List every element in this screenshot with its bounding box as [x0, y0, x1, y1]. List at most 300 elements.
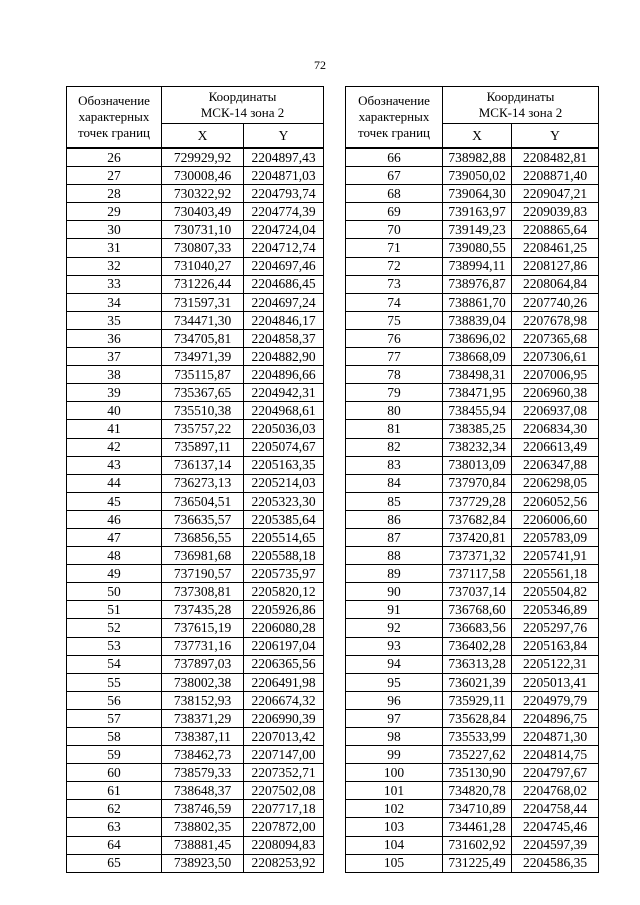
y-coordinate-cell: 2205504,82 — [512, 583, 599, 601]
table-row — [67, 583, 324, 601]
x-coordinate-cell: 738462,73 — [162, 746, 244, 764]
point-number-cell: 68 — [346, 185, 443, 203]
y-coordinate-cell: 2204586,35 — [512, 854, 599, 872]
x-coordinate-cell: 738668,09 — [443, 348, 512, 366]
point-number-cell: 44 — [67, 474, 162, 492]
point-number-cell: 29 — [67, 203, 162, 221]
x-coordinate-cell: 738498,31 — [443, 366, 512, 384]
y-coordinate-cell: 2206080,28 — [244, 619, 324, 637]
table-row — [346, 239, 599, 257]
table-row — [67, 239, 324, 257]
x-coordinate-cell: 734710,89 — [443, 800, 512, 818]
y-coordinate-cell: 2206990,39 — [244, 709, 324, 727]
table-row — [346, 836, 599, 854]
point-number-cell: 93 — [346, 637, 443, 655]
x-coordinate-cell: 736313,28 — [443, 655, 512, 673]
y-coordinate-cell: 2208064,84 — [512, 275, 599, 293]
x-coordinate-cell: 738232,34 — [443, 438, 512, 456]
y-coordinate-cell: 2206674,32 — [244, 691, 324, 709]
x-coordinate-cell: 735130,90 — [443, 764, 512, 782]
point-number-cell: 52 — [67, 619, 162, 637]
table-row — [67, 402, 324, 420]
table-row — [346, 148, 599, 167]
table-row — [346, 619, 599, 637]
table-row — [67, 185, 324, 203]
point-number-cell: 84 — [346, 474, 443, 492]
y-coordinate-cell: 2205297,76 — [512, 619, 599, 637]
y-coordinate-cell: 2206365,56 — [244, 655, 324, 673]
y-coordinate-cell: 2204871,30 — [512, 728, 599, 746]
x-coordinate-cell: 737037,14 — [443, 583, 512, 601]
point-number-cell: 72 — [346, 257, 443, 275]
table-row — [67, 746, 324, 764]
table-row — [67, 673, 324, 691]
point-number-cell: 48 — [67, 547, 162, 565]
table-row — [67, 782, 324, 800]
header-point-label-line: характерных — [78, 109, 150, 124]
point-number-cell: 28 — [67, 185, 162, 203]
coordinates-table-body — [346, 148, 599, 872]
point-number-cell: 55 — [67, 673, 162, 691]
point-number-cell: 83 — [346, 456, 443, 474]
point-number-cell: 40 — [67, 402, 162, 420]
table-row — [67, 474, 324, 492]
y-coordinate-cell: 2207365,68 — [512, 329, 599, 347]
x-coordinate-cell: 737970,84 — [443, 474, 512, 492]
header-point-label-line: точек границ — [77, 125, 151, 140]
table-row — [67, 148, 324, 167]
point-number-cell: 65 — [67, 854, 162, 872]
table-row — [346, 565, 599, 583]
point-number-cell: 74 — [346, 293, 443, 311]
coordinates-table-right — [345, 86, 599, 873]
x-coordinate-cell: 738994,11 — [443, 257, 512, 275]
point-number-cell: 73 — [346, 275, 443, 293]
point-number-cell: 46 — [67, 510, 162, 528]
y-coordinate-cell: 2205820,12 — [244, 583, 324, 601]
point-number-cell: 76 — [346, 329, 443, 347]
y-coordinate-cell: 2206347,88 — [512, 456, 599, 474]
x-coordinate-cell: 738923,50 — [162, 854, 244, 872]
x-coordinate-cell: 731602,92 — [443, 836, 512, 854]
point-number-cell: 30 — [67, 221, 162, 239]
x-coordinate-cell: 734820,78 — [443, 782, 512, 800]
table-row — [67, 528, 324, 546]
point-number-cell: 100 — [346, 764, 443, 782]
y-coordinate-cell: 2205346,89 — [512, 601, 599, 619]
x-coordinate-cell: 738455,94 — [443, 402, 512, 420]
table-row — [67, 728, 324, 746]
point-number-cell: 92 — [346, 619, 443, 637]
table-row — [67, 637, 324, 655]
y-coordinate-cell: 2204774,39 — [244, 203, 324, 221]
x-coordinate-cell: 736981,68 — [162, 547, 244, 565]
header-coordinates-group — [162, 87, 324, 124]
point-number-cell: 33 — [67, 275, 162, 293]
table-row — [346, 583, 599, 601]
y-coordinate-cell: 2205013,41 — [512, 673, 599, 691]
table-row — [346, 510, 599, 528]
table-row — [346, 492, 599, 510]
y-coordinate-cell: 2205074,67 — [244, 438, 324, 456]
y-coordinate-cell: 2207740,26 — [512, 293, 599, 311]
point-number-cell: 95 — [346, 673, 443, 691]
x-coordinate-cell: 730403,49 — [162, 203, 244, 221]
y-coordinate-cell: 2205163,35 — [244, 456, 324, 474]
table-row — [346, 709, 599, 727]
x-coordinate-cell: 738579,33 — [162, 764, 244, 782]
y-coordinate-cell: 2205783,09 — [512, 528, 599, 546]
y-coordinate-cell: 2204686,45 — [244, 275, 324, 293]
x-coordinate-cell: 737308,81 — [162, 583, 244, 601]
point-number-cell: 61 — [67, 782, 162, 800]
point-number-cell: 57 — [67, 709, 162, 727]
x-coordinate-cell: 736137,14 — [162, 456, 244, 474]
table-row — [346, 746, 599, 764]
header-coordinates-line: Координаты — [208, 89, 277, 104]
y-coordinate-cell: 2206491,98 — [244, 673, 324, 691]
y-coordinate-cell: 2205735,97 — [244, 565, 324, 583]
point-number-cell: 71 — [346, 239, 443, 257]
x-coordinate-cell: 735227,62 — [443, 746, 512, 764]
header-coordinates-line: Координаты — [486, 89, 555, 104]
table-row — [67, 800, 324, 818]
point-number-cell: 97 — [346, 709, 443, 727]
header-coordinates-group — [443, 87, 599, 124]
y-coordinate-cell: 2205514,65 — [244, 528, 324, 546]
point-number-cell: 64 — [67, 836, 162, 854]
point-number-cell: 99 — [346, 746, 443, 764]
point-number-cell: 36 — [67, 329, 162, 347]
x-coordinate-cell: 730322,92 — [162, 185, 244, 203]
table-row — [346, 348, 599, 366]
y-coordinate-cell: 2204745,46 — [512, 818, 599, 836]
header-coordinates-line: МСК-14 зона 2 — [478, 105, 563, 120]
page-number: 72 — [314, 58, 326, 72]
point-number-cell: 91 — [346, 601, 443, 619]
point-number-cell: 80 — [346, 402, 443, 420]
point-number-cell: 35 — [67, 311, 162, 329]
table-row — [67, 836, 324, 854]
table-row — [67, 764, 324, 782]
x-coordinate-cell: 735929,11 — [443, 691, 512, 709]
table-row — [67, 492, 324, 510]
x-coordinate-cell: 736021,39 — [443, 673, 512, 691]
x-coordinate-cell: 739149,23 — [443, 221, 512, 239]
point-number-cell: 69 — [346, 203, 443, 221]
point-number-cell: 53 — [67, 637, 162, 655]
x-coordinate-cell: 735757,22 — [162, 420, 244, 438]
y-coordinate-cell: 2206197,04 — [244, 637, 324, 655]
point-number-cell: 101 — [346, 782, 443, 800]
header-point-label-line: Обозначение — [78, 93, 150, 108]
point-number-cell: 96 — [346, 691, 443, 709]
y-coordinate-cell: 2204942,31 — [244, 384, 324, 402]
point-number-cell: 38 — [67, 366, 162, 384]
x-coordinate-cell: 731226,44 — [162, 275, 244, 293]
point-number-cell: 34 — [67, 293, 162, 311]
table-row — [67, 510, 324, 528]
x-coordinate-cell: 736504,51 — [162, 492, 244, 510]
table-row — [67, 565, 324, 583]
y-coordinate-cell: 2204897,43 — [244, 148, 324, 167]
table-row — [346, 655, 599, 673]
point-number-cell: 49 — [67, 565, 162, 583]
y-coordinate-cell: 2206834,30 — [512, 420, 599, 438]
x-coordinate-cell: 731040,27 — [162, 257, 244, 275]
y-coordinate-cell: 2204697,24 — [244, 293, 324, 311]
table-row — [67, 709, 324, 727]
table-row — [346, 728, 599, 746]
table-row — [346, 673, 599, 691]
table-row — [67, 203, 324, 221]
table-row — [67, 456, 324, 474]
y-coordinate-cell: 2204697,46 — [244, 257, 324, 275]
table-row — [67, 854, 324, 872]
x-coordinate-cell: 738371,29 — [162, 709, 244, 727]
point-number-cell: 27 — [67, 167, 162, 185]
y-coordinate-cell: 2208094,83 — [244, 836, 324, 854]
table-row — [67, 438, 324, 456]
y-coordinate-cell: 2206006,60 — [512, 510, 599, 528]
table-row — [346, 547, 599, 565]
y-coordinate-cell: 2209039,83 — [512, 203, 599, 221]
x-coordinate-cell: 736273,13 — [162, 474, 244, 492]
point-number-cell: 39 — [67, 384, 162, 402]
x-coordinate-cell: 730731,10 — [162, 221, 244, 239]
header-point-label-line: точек границ — [357, 125, 431, 140]
table-row — [67, 547, 324, 565]
point-number-cell: 98 — [346, 728, 443, 746]
point-number-cell: 62 — [67, 800, 162, 818]
y-coordinate-cell: 2205122,31 — [512, 655, 599, 673]
table-row — [346, 329, 599, 347]
x-coordinate-cell: 738471,95 — [443, 384, 512, 402]
y-coordinate-cell: 2207013,42 — [244, 728, 324, 746]
table-row — [346, 601, 599, 619]
x-coordinate-cell: 734461,28 — [443, 818, 512, 836]
coordinates-table-left — [66, 86, 324, 873]
header-coordinates-line: МСК-14 зона 2 — [200, 105, 285, 120]
point-number-cell: 102 — [346, 800, 443, 818]
y-coordinate-cell: 2204896,75 — [512, 709, 599, 727]
table-row — [67, 257, 324, 275]
y-coordinate-cell: 2208865,64 — [512, 221, 599, 239]
y-coordinate-cell: 2204896,66 — [244, 366, 324, 384]
x-coordinate-cell: 736856,55 — [162, 528, 244, 546]
table-row — [67, 167, 324, 185]
y-coordinate-cell: 2206613,49 — [512, 438, 599, 456]
x-coordinate-cell: 736635,57 — [162, 510, 244, 528]
point-number-cell: 82 — [346, 438, 443, 456]
point-number-cell: 88 — [346, 547, 443, 565]
x-coordinate-cell: 739080,55 — [443, 239, 512, 257]
x-coordinate-cell: 737731,16 — [162, 637, 244, 655]
point-number-cell: 86 — [346, 510, 443, 528]
x-coordinate-cell: 738648,37 — [162, 782, 244, 800]
table-row — [346, 637, 599, 655]
point-number-cell: 37 — [67, 348, 162, 366]
x-coordinate-cell: 737682,84 — [443, 510, 512, 528]
y-coordinate-cell: 2207502,08 — [244, 782, 324, 800]
y-coordinate-cell: 2206298,05 — [512, 474, 599, 492]
y-coordinate-cell: 2207717,18 — [244, 800, 324, 818]
table-row — [346, 221, 599, 239]
y-coordinate-cell: 2204712,74 — [244, 239, 324, 257]
table-row — [346, 257, 599, 275]
x-coordinate-cell: 737420,81 — [443, 528, 512, 546]
x-coordinate-cell: 738387,11 — [162, 728, 244, 746]
y-coordinate-cell: 2207678,98 — [512, 311, 599, 329]
x-coordinate-cell: 735897,11 — [162, 438, 244, 456]
table-row — [67, 818, 324, 836]
y-coordinate-cell: 2204968,61 — [244, 402, 324, 420]
point-number-cell: 75 — [346, 311, 443, 329]
table-row — [67, 275, 324, 293]
table-row — [346, 456, 599, 474]
x-coordinate-cell: 738861,70 — [443, 293, 512, 311]
y-coordinate-cell: 2205036,03 — [244, 420, 324, 438]
x-coordinate-cell: 731225,49 — [443, 854, 512, 872]
x-coordinate-cell: 737729,28 — [443, 492, 512, 510]
point-number-cell: 89 — [346, 565, 443, 583]
point-number-cell: 31 — [67, 239, 162, 257]
y-coordinate-cell: 2204758,44 — [512, 800, 599, 818]
point-number-cell: 43 — [67, 456, 162, 474]
point-number-cell: 66 — [346, 148, 443, 167]
table-row — [346, 203, 599, 221]
y-coordinate-cell: 2204871,03 — [244, 167, 324, 185]
y-coordinate-cell: 2206052,56 — [512, 492, 599, 510]
table-row — [67, 366, 324, 384]
y-coordinate-cell: 2207352,71 — [244, 764, 324, 782]
header-point-label — [67, 87, 162, 149]
x-coordinate-cell: 738982,88 — [443, 148, 512, 167]
x-coordinate-cell: 738881,45 — [162, 836, 244, 854]
y-coordinate-cell: 2204814,75 — [512, 746, 599, 764]
coordinates-table-body — [67, 148, 324, 872]
y-coordinate-cell: 2208127,86 — [512, 257, 599, 275]
y-coordinate-cell: 2205926,86 — [244, 601, 324, 619]
y-coordinate-cell: 2205561,18 — [512, 565, 599, 583]
header-x: X — [162, 124, 244, 149]
point-number-cell: 56 — [67, 691, 162, 709]
y-coordinate-cell: 2208482,81 — [512, 148, 599, 167]
table-row — [346, 782, 599, 800]
point-number-cell: 32 — [67, 257, 162, 275]
point-number-cell: 50 — [67, 583, 162, 601]
point-number-cell: 70 — [346, 221, 443, 239]
y-coordinate-cell: 2204793,74 — [244, 185, 324, 203]
header-x: X — [443, 124, 512, 149]
table-row — [67, 221, 324, 239]
x-coordinate-cell: 739064,30 — [443, 185, 512, 203]
table-row — [67, 691, 324, 709]
x-coordinate-cell: 735367,65 — [162, 384, 244, 402]
y-coordinate-cell: 2206960,38 — [512, 384, 599, 402]
table-row — [346, 293, 599, 311]
y-coordinate-cell: 2205214,03 — [244, 474, 324, 492]
y-coordinate-cell: 2204882,90 — [244, 348, 324, 366]
x-coordinate-cell: 734705,81 — [162, 329, 244, 347]
point-number-cell: 94 — [346, 655, 443, 673]
x-coordinate-cell: 738802,35 — [162, 818, 244, 836]
point-number-cell: 41 — [67, 420, 162, 438]
x-coordinate-cell: 738013,09 — [443, 456, 512, 474]
x-coordinate-cell: 734971,39 — [162, 348, 244, 366]
y-coordinate-cell: 2204797,67 — [512, 764, 599, 782]
table-row — [346, 420, 599, 438]
table-row — [67, 311, 324, 329]
table-row — [346, 366, 599, 384]
table-row — [67, 601, 324, 619]
x-coordinate-cell: 735115,87 — [162, 366, 244, 384]
x-coordinate-cell: 738002,38 — [162, 673, 244, 691]
point-number-cell: 59 — [67, 746, 162, 764]
table-row — [346, 764, 599, 782]
table-row — [346, 438, 599, 456]
x-coordinate-cell: 737615,19 — [162, 619, 244, 637]
point-number-cell: 104 — [346, 836, 443, 854]
x-coordinate-cell: 738696,02 — [443, 329, 512, 347]
point-number-cell: 42 — [67, 438, 162, 456]
y-coordinate-cell: 2204979,79 — [512, 691, 599, 709]
x-coordinate-cell: 739163,97 — [443, 203, 512, 221]
table-row — [67, 329, 324, 347]
header-y: Y — [244, 124, 324, 149]
table-row — [346, 311, 599, 329]
table-row — [346, 528, 599, 546]
point-number-cell: 90 — [346, 583, 443, 601]
point-number-cell: 67 — [346, 167, 443, 185]
header-y: Y — [512, 124, 599, 149]
table-row — [346, 800, 599, 818]
y-coordinate-cell: 2207147,00 — [244, 746, 324, 764]
point-number-cell: 85 — [346, 492, 443, 510]
table-row — [67, 420, 324, 438]
point-number-cell: 51 — [67, 601, 162, 619]
table-row — [346, 854, 599, 872]
x-coordinate-cell: 737117,58 — [443, 565, 512, 583]
table-row — [67, 384, 324, 402]
table-row — [346, 474, 599, 492]
y-coordinate-cell: 2205588,18 — [244, 547, 324, 565]
x-coordinate-cell: 736768,60 — [443, 601, 512, 619]
point-number-cell: 77 — [346, 348, 443, 366]
point-number-cell: 26 — [67, 148, 162, 167]
table-row — [67, 348, 324, 366]
x-coordinate-cell: 738746,59 — [162, 800, 244, 818]
y-coordinate-cell: 2204768,02 — [512, 782, 599, 800]
x-coordinate-cell: 729929,92 — [162, 148, 244, 167]
point-number-cell: 78 — [346, 366, 443, 384]
y-coordinate-cell: 2205323,30 — [244, 492, 324, 510]
point-number-cell: 54 — [67, 655, 162, 673]
x-coordinate-cell: 734471,30 — [162, 311, 244, 329]
table-row — [67, 293, 324, 311]
y-coordinate-cell: 2204597,39 — [512, 836, 599, 854]
table-row — [346, 275, 599, 293]
x-coordinate-cell: 739050,02 — [443, 167, 512, 185]
y-coordinate-cell: 2208461,25 — [512, 239, 599, 257]
y-coordinate-cell: 2205163,84 — [512, 637, 599, 655]
x-coordinate-cell: 737190,57 — [162, 565, 244, 583]
x-coordinate-cell: 736683,56 — [443, 619, 512, 637]
x-coordinate-cell: 735628,84 — [443, 709, 512, 727]
header-point-label-line: Обозначение — [358, 93, 430, 108]
x-coordinate-cell: 737897,03 — [162, 655, 244, 673]
x-coordinate-cell: 735510,38 — [162, 402, 244, 420]
